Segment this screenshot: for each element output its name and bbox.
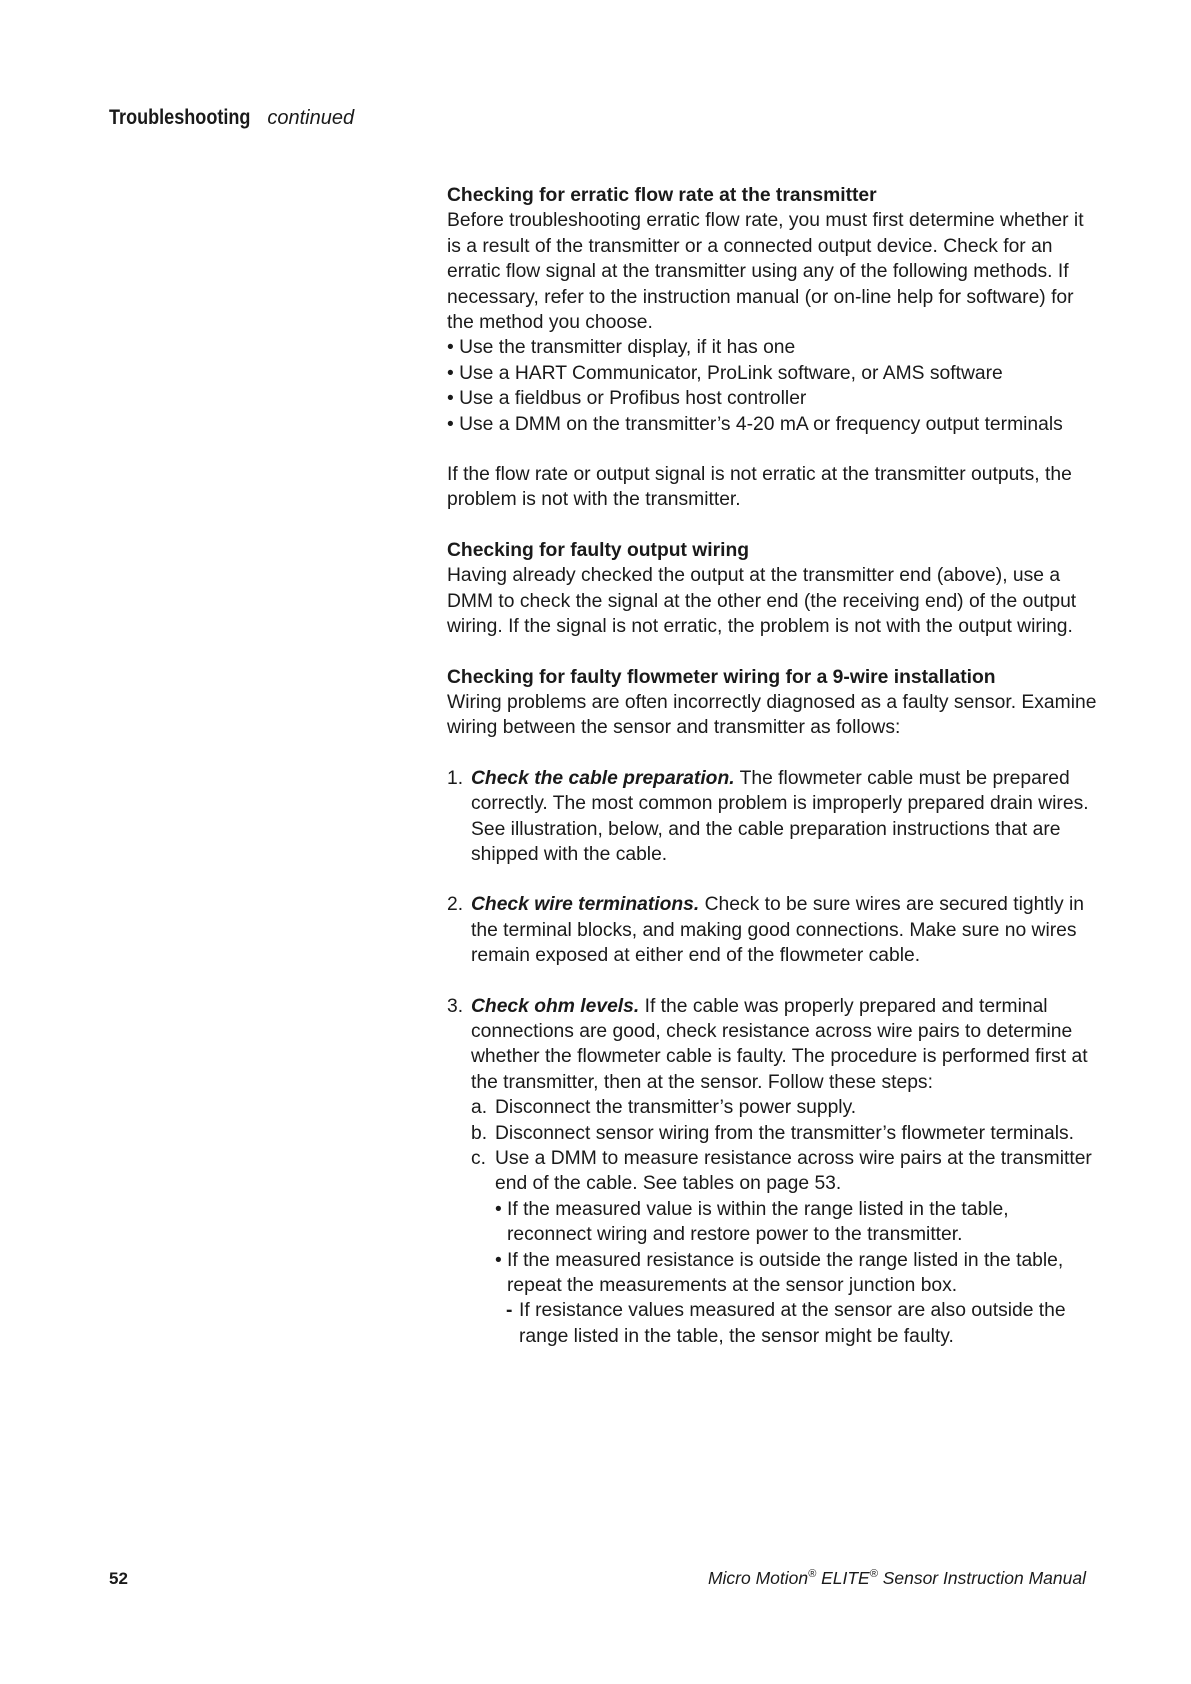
step-text: The flowmeter cable must be prepared correctly. The most common problem is improperly prepared drain wires. See illustration, below, and the cable preparation instructions that are shipped with the cable.: [471, 767, 1089, 865]
step-lead: Check the cable preparation.: [471, 767, 735, 789]
page-number: 52: [109, 1569, 128, 1588]
heading-output-wiring: Checking for faulty output wiring: [447, 539, 750, 561]
subbullet-text: If the measured value is within the range listed in the table, reconnect wiring and restore power to the transmitter.: [507, 1198, 1009, 1246]
paragraph-erratic-conclusion: If the flow rate or output signal is not erratic at the transmitter outputs, the problem is not with the transmitter.: [447, 464, 1072, 511]
footer-title-part2: ELITE: [816, 1568, 870, 1588]
footer-manual-title: [708, 1568, 1086, 1589]
substep-text: Disconnect sensor wiring from the transmitter’s flowmeter terminals.: [495, 1122, 1074, 1144]
paragraph-output-wiring: Having already checked the output at the transmitter end (above), use a DMM to check the signal at the other end (the receiving end) of the output wiring. If the signal is not erratic, the problem is not with the output wiring.: [447, 565, 1077, 638]
step-text: Check to be sure wires are secured tightly in the terminal blocks, and making good connections. Make sure no wires remain exposed at either end of the flowmeter cable.: [471, 894, 1084, 967]
substep-letter: c.: [471, 1148, 486, 1169]
step-text: If the cable was properly prepared and terminal connections are good, check resistance across wire pairs to determine whether the flowmeter cable is faulty. The procedure is performed first at the transmitter, then at the sensor. Follow these steps:: [471, 995, 1088, 1093]
step-1: [447, 766, 1097, 868]
registered-mark: ®: [869, 1568, 878, 1580]
bullet-icon: •: [495, 1198, 502, 1220]
step-number: 1.: [447, 767, 464, 789]
subbullet-text: If the measured resistance is outside the range listed in the table, repeat the measurements at the sensor junction box.: [507, 1249, 1064, 1297]
step-number: 3.: [447, 995, 464, 1017]
substep-letter: b.: [471, 1122, 488, 1144]
list-item: • Use a HART Communicator, ProLink software, or AMS software: [447, 362, 1003, 384]
paragraph-erratic-intro: Before troubleshooting erratic flow rate, you must first determine whether it is a result of the transmitter or a connected output device. Check for an erratic flow signal at the transmitter using any of the following methods. If necessary, refer to the instruction manual (or on-line help for software) for the method you choose.: [447, 210, 1084, 334]
section-title: Troubleshooting: [109, 106, 251, 129]
dash-item-text: If resistance values measured at the sensor are also outside the range listed in the table, the sensor might be faulty.: [519, 1300, 1066, 1347]
list-item: • Use the transmitter display, if it has one: [447, 337, 796, 359]
step-number: 2.: [447, 894, 464, 916]
dash-item-sensor-faulty: [447, 1298, 1097, 1349]
main-content: [447, 183, 1097, 1349]
paragraph-flowmeter-wiring: Wiring problems are often incorrectly diagnosed as a faulty sensor. Examine wiring between the sensor and transmitter as follows:: [447, 691, 1097, 739]
list-item: • Use a DMM on the transmitter’s 4-20 mA or frequency output terminals: [447, 413, 1063, 435]
substep-text: Disconnect the transmitter’s power supply.: [495, 1097, 857, 1119]
step-lead: Check wire terminations.: [471, 894, 700, 916]
substep-a: [447, 1095, 1097, 1120]
subbullet-outside-range: [447, 1248, 1097, 1299]
heading-erratic-flow: Checking for erratic flow rate at the transmitter: [447, 185, 877, 206]
section-title-continued: continued: [267, 107, 355, 129]
footer-title-part1: Micro Motion: [707, 1568, 809, 1588]
step-2: [447, 892, 1097, 968]
heading-flowmeter-wiring: Checking for faulty flowmeter wiring for a 9-wire installation: [447, 666, 996, 688]
bullet-icon: •: [495, 1249, 502, 1271]
substep-c: [447, 1146, 1097, 1197]
substep-letter: a.: [471, 1097, 488, 1119]
list-item: • Use a fieldbus or Profibus host controller: [447, 388, 807, 410]
footer-title-part3: Sensor Instruction Manual: [877, 1568, 1086, 1588]
methods-list: [447, 335, 1097, 437]
registered-mark: ®: [808, 1568, 817, 1580]
substep-b: [447, 1121, 1097, 1146]
dash-icon: -: [506, 1300, 513, 1322]
page-header: [109, 104, 354, 132]
substep-text: Use a DMM to measure resistance across wire pairs at the transmitter end of the cable. See tables on page 53.: [495, 1148, 1092, 1195]
step-lead: Check ohm levels.: [471, 995, 640, 1017]
subbullet-within-range: [447, 1197, 1097, 1248]
step-3: [447, 994, 1097, 1096]
